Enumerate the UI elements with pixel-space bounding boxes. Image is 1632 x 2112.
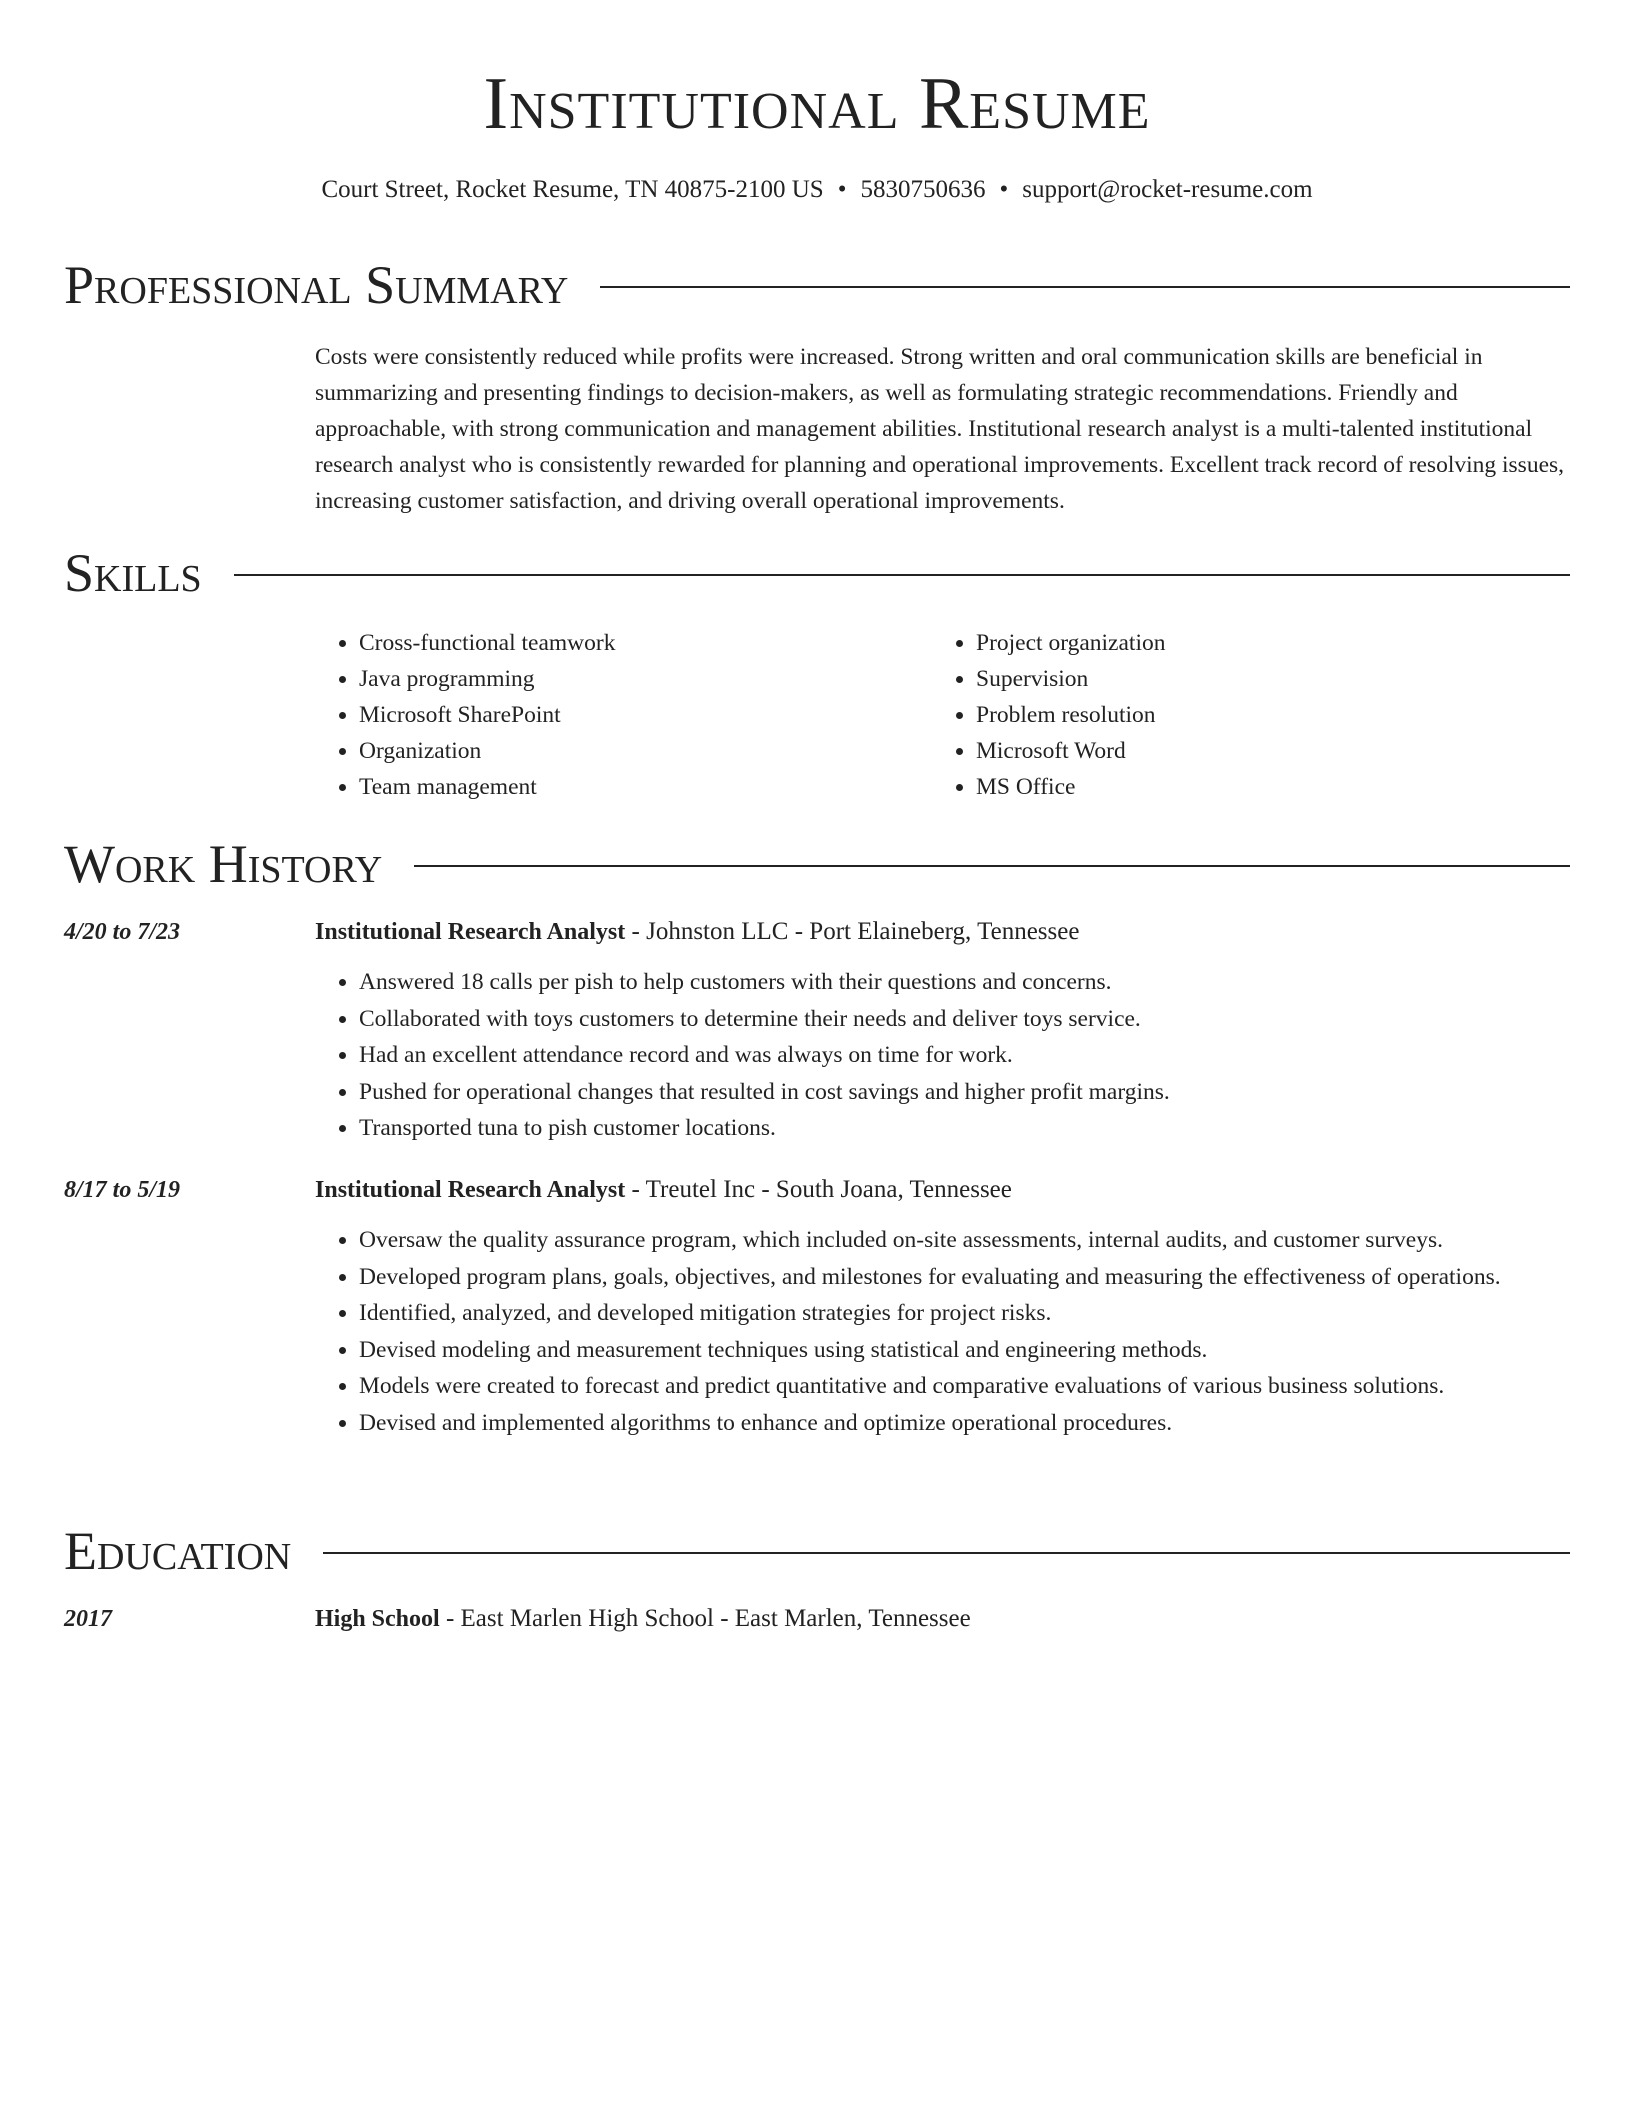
section-divider bbox=[234, 574, 1570, 576]
summary-body bbox=[315, 315, 1570, 519]
job-bullet: • Devised modeling and measurement techniques using statistical and engineering methods. bbox=[359, 1332, 1570, 1368]
job-bullets bbox=[315, 1222, 1570, 1441]
section-divider bbox=[323, 1552, 1570, 1554]
work-history-heading bbox=[64, 834, 1570, 894]
job-details: - Treutel Inc - South Joana, Tennessee bbox=[625, 1176, 1012, 1203]
job-bullet: • Developed program plans, goals, objectives, and milestones for evaluating and measuring the effectiveness of operations. bbox=[359, 1259, 1570, 1295]
job-bullet: • Pushed for operational changes that resulted in cost savings and higher profit margins. bbox=[359, 1074, 1570, 1110]
job-bullet: • Had an excellent attendance record and was always on time for work. bbox=[359, 1037, 1570, 1073]
skill-item: • Java programming bbox=[359, 661, 932, 697]
skills-section bbox=[64, 543, 1570, 805]
education-heading bbox=[64, 1521, 1570, 1581]
skills-heading bbox=[64, 543, 1570, 603]
job-bullet: • Answered 18 calls per pish to help customers with their questions and concerns. bbox=[359, 964, 1570, 1000]
skills-list-right bbox=[932, 625, 1549, 805]
skill-item: • Problem resolution bbox=[976, 697, 1549, 733]
section-title: Work History bbox=[64, 834, 383, 894]
job-bullet: • Transported tuna to pish customer locations. bbox=[359, 1110, 1570, 1146]
education-degree: High School bbox=[315, 1606, 440, 1632]
education-entry bbox=[64, 1601, 1570, 1637]
skill-item: • MS Office bbox=[976, 769, 1549, 805]
section-divider bbox=[600, 286, 1570, 288]
resume-page bbox=[64, 0, 1570, 1632]
contact-email: support@rocket-resume.com bbox=[1022, 176, 1313, 203]
section-title: Professional Summary bbox=[64, 255, 569, 315]
section-title: Education bbox=[64, 1521, 292, 1581]
job-bullet: • Models were created to forecast and predict quantitative and comparative evaluations of various business solutions. bbox=[359, 1368, 1570, 1404]
job-entry bbox=[64, 1172, 1570, 1441]
job-bullet: • Identified, analyzed, and developed mitigation strategies for project risks. bbox=[359, 1295, 1570, 1331]
skill-item: • Organization bbox=[359, 733, 932, 769]
contact-line bbox=[64, 174, 1570, 206]
job-title-line bbox=[315, 914, 1570, 950]
contact-separator: • bbox=[837, 176, 847, 203]
job-bullet: • Oversaw the quality assurance program, which included on-site assessments, internal audits, and customer surveys. bbox=[359, 1222, 1570, 1258]
resume-name: Institutional Resume bbox=[483, 63, 1151, 145]
job-role: Institutional Research Analyst bbox=[315, 919, 626, 945]
job-bullet: • Devised and implemented algorithms to enhance and optimize operational procedures. bbox=[359, 1405, 1570, 1441]
job-entry bbox=[64, 914, 1570, 1146]
skill-item: • Microsoft SharePoint bbox=[359, 697, 932, 733]
summary-text: Costs were consistently reduced while profits were increased. Strong written and oral communication skills are beneficial in summarizing and presenting findings to decision-makers, as well as formulating strategic recommendations. Friendly and approachable, with strong communication and management abilities. Institutional research analyst is a multi-talented institutional research analyst who is consistently rewarded for planning and operational improvements. Excellent track record of resolving issues, increasing customer satisfaction, and driving overall operational improvements. bbox=[315, 344, 1565, 514]
skill-item: • Supervision bbox=[976, 661, 1549, 697]
job-title-line bbox=[315, 1172, 1570, 1208]
contact-phone: 5830750636 bbox=[860, 176, 986, 203]
skills-body bbox=[315, 603, 1570, 805]
section-title: Skills bbox=[64, 543, 202, 603]
education-line bbox=[315, 1601, 1570, 1637]
summary-heading bbox=[64, 255, 1570, 315]
job-bullets bbox=[315, 964, 1570, 1146]
skill-item: • Project organization bbox=[976, 625, 1549, 661]
job-role: Institutional Research Analyst bbox=[315, 1177, 626, 1203]
skills-list-left bbox=[315, 625, 932, 805]
work-history-section bbox=[64, 834, 1570, 1441]
skill-item: • Cross-functional teamwork bbox=[359, 625, 932, 661]
summary-section bbox=[64, 255, 1570, 519]
job-details: - Johnston LLC - Port Elaineberg, Tennessee bbox=[625, 918, 1080, 945]
contact-address: Court Street, Rocket Resume, TN 40875-2100 US bbox=[321, 176, 824, 203]
skill-item: • Microsoft Word bbox=[976, 733, 1549, 769]
job-bullet: • Collaborated with toys customers to determine their needs and deliver toys service. bbox=[359, 1001, 1570, 1037]
job-dates: 8/17 to 5/19 bbox=[64, 1177, 181, 1203]
skill-item: • Team management bbox=[359, 769, 932, 805]
section-divider bbox=[414, 865, 1570, 867]
education-dates: 2017 bbox=[64, 1606, 112, 1632]
education-section bbox=[64, 1521, 1570, 1637]
contact-separator: • bbox=[999, 176, 1009, 203]
education-details: - East Marlen High School - East Marlen, Tennessee bbox=[439, 1605, 971, 1632]
job-dates: 4/20 to 7/23 bbox=[64, 919, 181, 945]
